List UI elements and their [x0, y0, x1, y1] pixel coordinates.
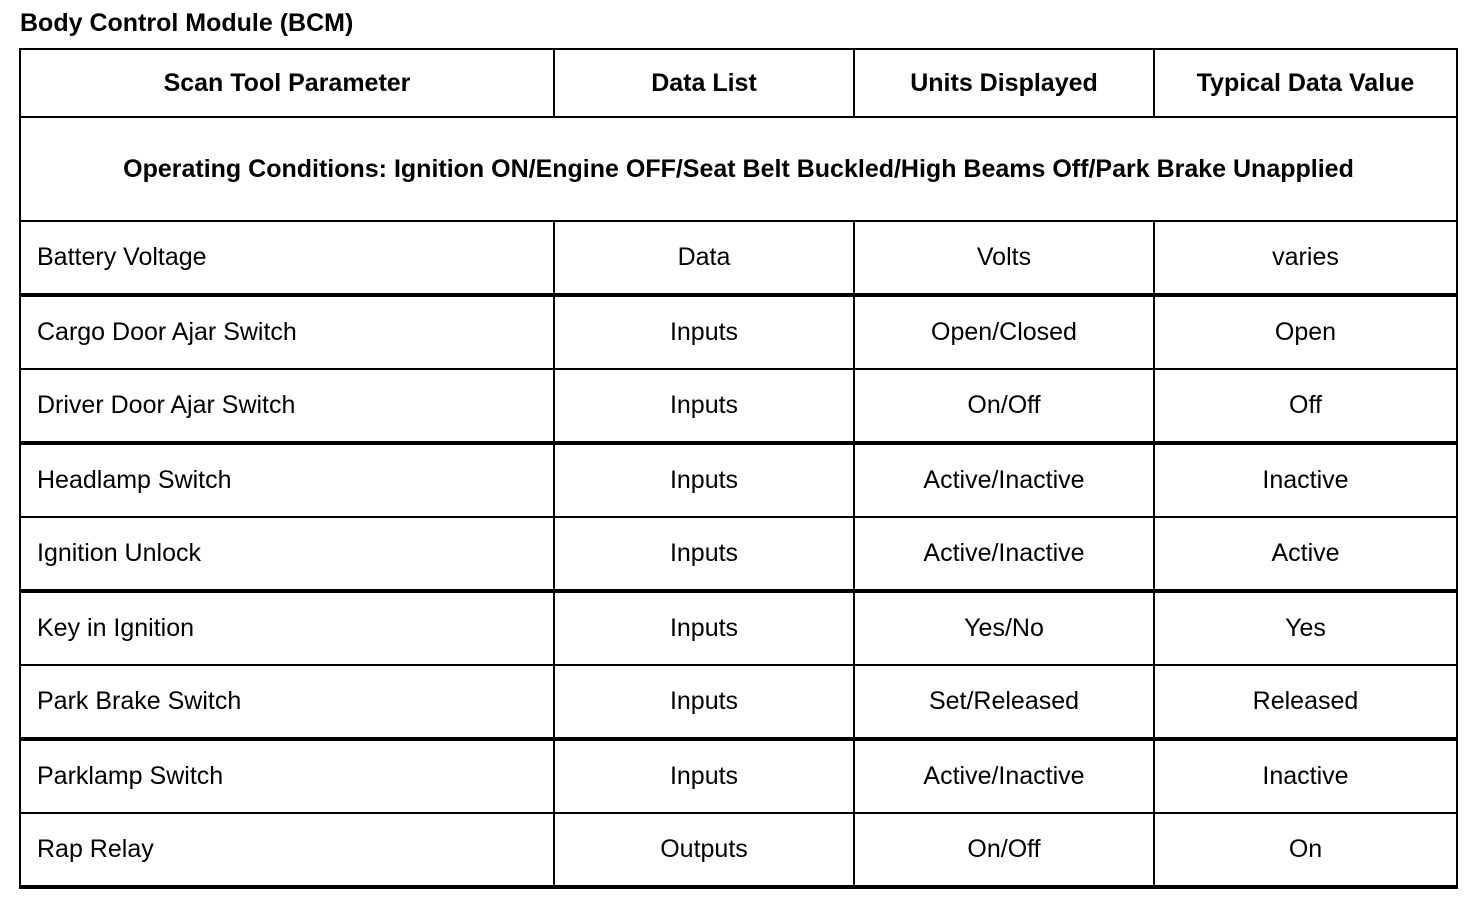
- operating-conditions-row: [20, 117, 1457, 221]
- data-list-cell: Data: [554, 221, 854, 295]
- header-scan-tool-parameter: Scan Tool Parameter: [20, 49, 554, 117]
- units-cell: On/Off: [854, 813, 1154, 887]
- data-list-cell: Inputs: [554, 295, 854, 369]
- data-list-cell: Inputs: [554, 665, 854, 739]
- parameter-cell: Headlamp Switch: [20, 443, 554, 517]
- typical-value-cell: Inactive: [1154, 739, 1457, 813]
- units-cell: Active/Inactive: [854, 517, 1154, 591]
- units-cell: Active/Inactive: [854, 739, 1154, 813]
- parameter-cell: Cargo Door Ajar Switch: [20, 295, 554, 369]
- data-list-cell: Inputs: [554, 443, 854, 517]
- units-cell: On/Off: [854, 369, 1154, 443]
- header-row: [20, 49, 1457, 117]
- table-row: [20, 443, 1457, 517]
- parameter-cell: Rap Relay: [20, 813, 554, 887]
- parameter-cell: Ignition Unlock: [20, 517, 554, 591]
- typical-value-cell: Inactive: [1154, 443, 1457, 517]
- units-cell: Set/Released: [854, 665, 1154, 739]
- units-cell: Active/Inactive: [854, 443, 1154, 517]
- table-row: [20, 221, 1457, 295]
- parameter-cell: Driver Door Ajar Switch: [20, 369, 554, 443]
- parameter-cell: Parklamp Switch: [20, 739, 554, 813]
- table-row: [20, 739, 1457, 813]
- page-title: Body Control Module (BCM): [20, 9, 354, 37]
- units-cell: Yes/No: [854, 591, 1154, 665]
- data-list-cell: Inputs: [554, 739, 854, 813]
- typical-value-cell: Active: [1154, 517, 1457, 591]
- typical-value-cell: varies: [1154, 221, 1457, 295]
- parameter-cell: Battery Voltage: [20, 221, 554, 295]
- header-data-list: Data List: [554, 49, 854, 117]
- typical-value-cell: On: [1154, 813, 1457, 887]
- table-row: [20, 295, 1457, 369]
- typical-value-cell: Open: [1154, 295, 1457, 369]
- table-row: [20, 813, 1457, 887]
- header-units-displayed: Units Displayed: [854, 49, 1154, 117]
- data-list-cell: Inputs: [554, 591, 854, 665]
- table-row: [20, 517, 1457, 591]
- parameter-cell: Park Brake Switch: [20, 665, 554, 739]
- table-row: [20, 369, 1457, 443]
- typical-value-cell: Released: [1154, 665, 1457, 739]
- operating-conditions: Operating Conditions: Ignition ON/Engine OFF/Seat Belt Buckled/High Beams Off/Park Brake Unapplied: [20, 117, 1457, 221]
- data-list-cell: Inputs: [554, 369, 854, 443]
- units-cell: Volts: [854, 221, 1154, 295]
- parameter-cell: Key in Ignition: [20, 591, 554, 665]
- table-row: [20, 591, 1457, 665]
- header-typical-data-value: Typical Data Value: [1154, 49, 1457, 117]
- data-list-cell: Inputs: [554, 517, 854, 591]
- table-row: [20, 665, 1457, 739]
- units-cell: Open/Closed: [854, 295, 1154, 369]
- bcm-data-table: [19, 48, 1458, 889]
- typical-value-cell: Off: [1154, 369, 1457, 443]
- typical-value-cell: Yes: [1154, 591, 1457, 665]
- data-list-cell: Outputs: [554, 813, 854, 887]
